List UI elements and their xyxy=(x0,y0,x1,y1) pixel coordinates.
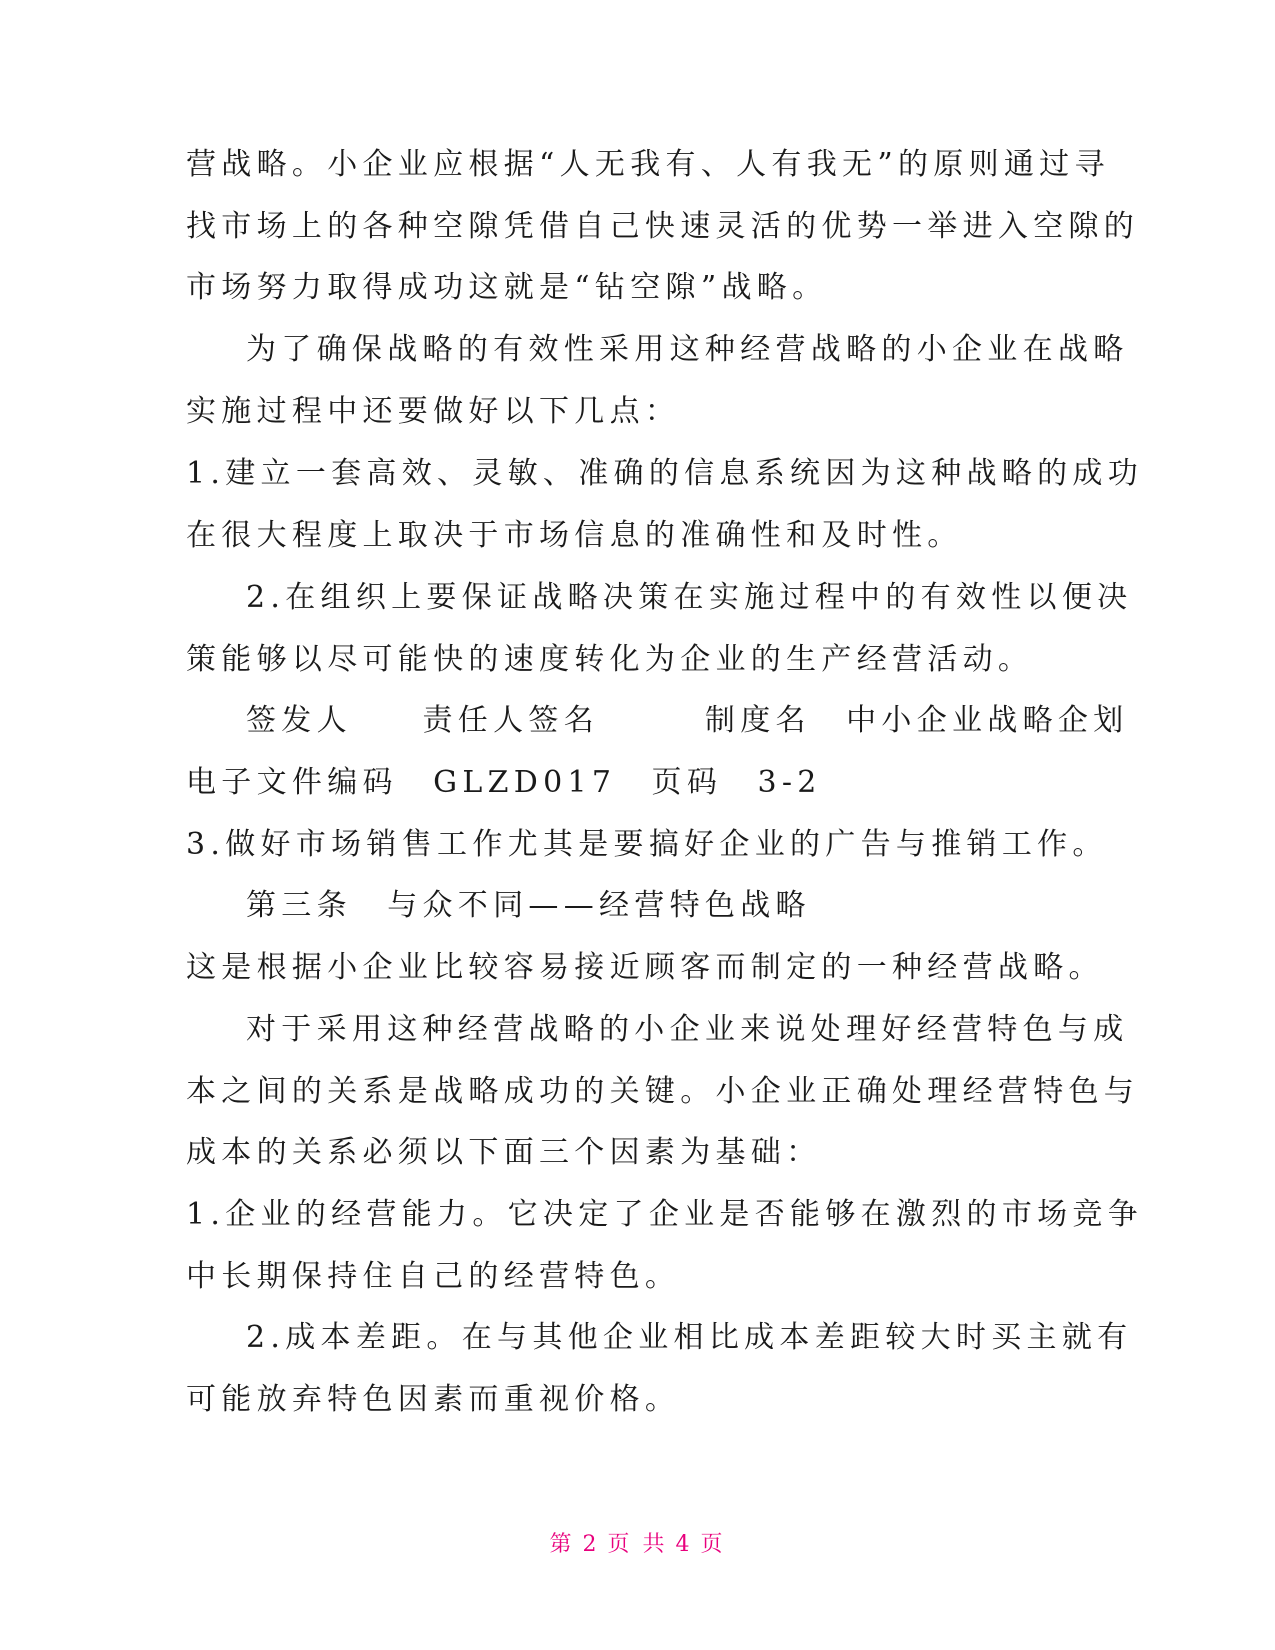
paragraph-line-11: 电子文件编码 GLZD017 页码 3-2 xyxy=(186,765,822,800)
footer-middle: 页 共 xyxy=(607,1532,668,1557)
paragraph-line-7: 在很大程度上取决于市场信息的准确性和及时性。 xyxy=(186,518,963,553)
footer-suffix: 页 xyxy=(700,1532,726,1557)
paragraph-line-1: 营战略。小企业应根据“人无我有、人有我无”的原则通过寻 xyxy=(186,147,1110,182)
paragraph-line-19: 中长期保持住自己的经营特色。 xyxy=(186,1259,681,1294)
paragraph-line-4: 为了确保战略的有效性采用这种经营战略的小企业在战略 xyxy=(246,332,1129,367)
footer-current-page: 2 xyxy=(582,1532,600,1557)
paragraph-line-2: 找市场上的各种空隙凭借自己快速灵活的优势一举进入空隙的 xyxy=(186,209,1140,244)
paragraph-line-14: 这是根据小企业比较容易接近顾客而制定的一种经营战略。 xyxy=(186,950,1104,985)
paragraph-line-15: 对于采用这种经营战略的小企业来说处理好经营特色与成 xyxy=(246,1012,1129,1047)
paragraph-line-20: 2.成本差距。在与其他企业相比成本差距较大时买主就有 xyxy=(246,1320,1133,1355)
paragraph-line-16: 本之间的关系是战略成功的关键。小企业正确处理经营特色与 xyxy=(186,1074,1140,1109)
paragraph-line-6: 1.建立一套高效、灵敏、准确的信息系统因为这种战略的成功 xyxy=(186,456,1144,491)
paragraph-line-12: 3.做好市场销售工作尤其是要搞好企业的广告与推销工作。 xyxy=(186,827,1108,862)
footer-total-pages: 4 xyxy=(675,1532,693,1557)
paragraph-line-8: 2.在组织上要保证战略决策在实施过程中的有效性以便决 xyxy=(246,580,1133,615)
paragraph-line-5: 实施过程中还要做好以下几点： xyxy=(186,394,681,429)
page-footer xyxy=(0,1530,1275,1560)
paragraph-line-3: 市场努力取得成功这就是“钻空隙”战略。 xyxy=(186,270,828,305)
paragraph-line-18: 1.企业的经营能力。它决定了企业是否能够在激烈的市场竞争 xyxy=(186,1197,1144,1232)
paragraph-line-10: 签发人 责任人签名 制度名 中小企业战略企划 xyxy=(246,703,1129,738)
paragraph-line-13: 第三条 与众不同——经营特色战略 xyxy=(246,888,811,923)
footer-prefix: 第 xyxy=(549,1532,575,1557)
paragraph-line-9: 策能够以尽可能快的速度转化为企业的生产经营活动。 xyxy=(186,642,1034,677)
paragraph-line-17: 成本的关系必须以下面三个因素为基础： xyxy=(186,1135,822,1170)
paragraph-line-21: 可能放弃特色因素而重视价格。 xyxy=(186,1382,681,1417)
